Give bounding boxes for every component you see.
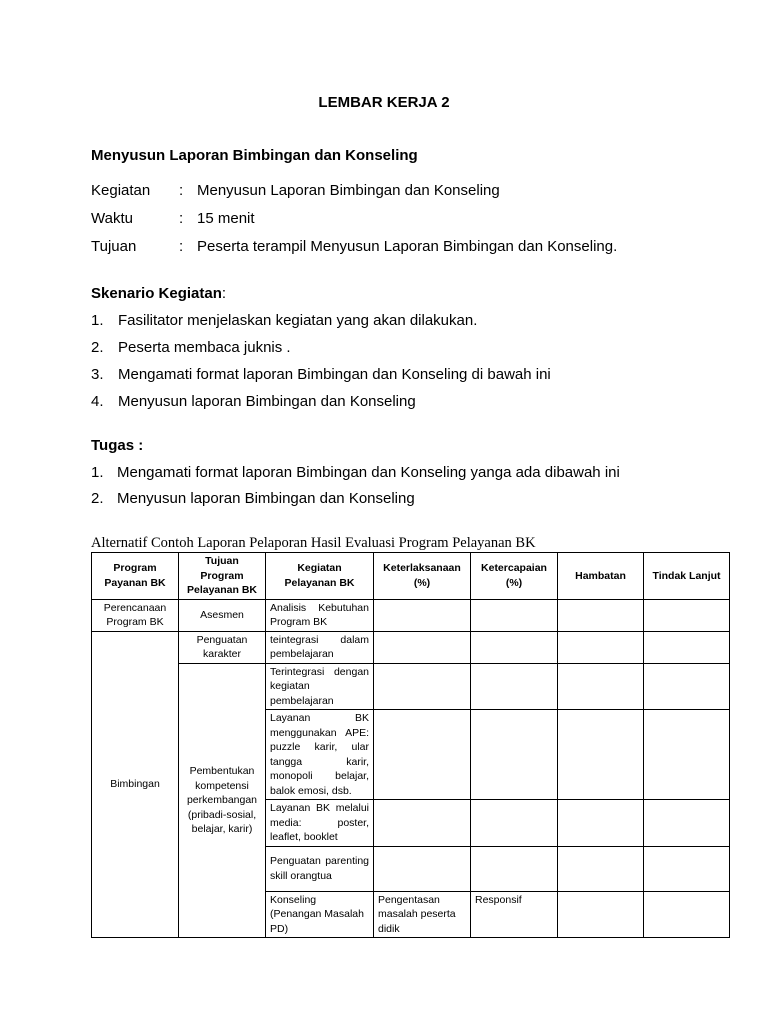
worksheet-subtitle: Menyusun Laporan Bimbingan dan Konseling bbox=[91, 147, 418, 164]
kegiatan-cell: Responsif bbox=[471, 891, 558, 938]
program-cell: Konseling (Penangan Masalah PD) bbox=[266, 891, 374, 938]
ketercapaian-cell[interactable] bbox=[471, 710, 558, 800]
kegiatan-cell: Terintegrasi dengan kegiatan pembelajaran bbox=[266, 663, 374, 710]
tujuan-cell: Pengentasan masalah peserta didik bbox=[374, 891, 471, 938]
info-label: Waktu bbox=[91, 210, 133, 227]
evaluation-report-table bbox=[91, 552, 730, 938]
header-tujuan: Tujuan Program Pelayanan BK bbox=[179, 553, 266, 600]
skenario-heading-text: Skenario Kegiatan bbox=[91, 285, 222, 302]
header-hambatan: Hambatan bbox=[558, 553, 644, 600]
tujuan-cell: Penguatan karakter bbox=[179, 631, 266, 663]
info-value: Peserta terampil Menyusun Laporan Bimbingan dan Konseling. bbox=[197, 238, 618, 255]
hambatan-cell[interactable] bbox=[558, 599, 644, 631]
kegiatan-cell: Penguatan parenting skill orangtua bbox=[266, 846, 374, 891]
table-row bbox=[92, 599, 730, 631]
keterlaksanaan-cell[interactable] bbox=[374, 710, 471, 800]
tindak-lanjut-cell[interactable] bbox=[644, 631, 730, 663]
table-row bbox=[92, 663, 730, 710]
list-number: 1. bbox=[91, 464, 104, 481]
program-cell: Perencanaan Program BK bbox=[92, 599, 179, 631]
header-program: Program Payanan BK bbox=[92, 553, 179, 600]
ketercapaian-cell[interactable] bbox=[471, 631, 558, 663]
keterlaksanaan-cell[interactable] bbox=[374, 800, 471, 847]
keterlaksanaan-cell[interactable] bbox=[558, 891, 644, 938]
hambatan-cell[interactable] bbox=[558, 663, 644, 710]
skenario-heading-colon: : bbox=[221, 285, 227, 302]
table-row bbox=[92, 631, 730, 663]
tindak-lanjut-cell[interactable] bbox=[644, 663, 730, 710]
list-text: Menyusun laporan Bimbingan dan Konseling bbox=[117, 490, 415, 507]
list-text: Mengamati format laporan Bimbingan dan Konseling di bawah ini bbox=[118, 366, 551, 383]
header-tindak-lanjut: Tindak Lanjut bbox=[644, 553, 730, 600]
info-colon: : bbox=[179, 182, 184, 199]
list-text: Peserta membaca juknis . bbox=[118, 339, 291, 356]
header-keterlaksanaan: Keterlaksanaan (%) bbox=[374, 553, 471, 600]
kegiatan-cell: Layanan BK melalui media: poster, leaflet, booklet bbox=[266, 800, 374, 847]
info-row-tujuan bbox=[91, 238, 711, 258]
tindak-lanjut-cell[interactable] bbox=[644, 599, 730, 631]
info-value: Menyusun Laporan Bimbingan dan Konseling bbox=[197, 182, 500, 199]
keterlaksanaan-cell[interactable] bbox=[374, 631, 471, 663]
info-row-kegiatan bbox=[91, 182, 711, 202]
info-label: Kegiatan bbox=[91, 182, 151, 199]
ketercapaian-cell[interactable] bbox=[471, 599, 558, 631]
header-ketercapaian: Ketercapaian (%) bbox=[471, 553, 558, 600]
list-number: 3. bbox=[91, 366, 104, 383]
kegiatan-cell: Analisis Kebutuhan Program BK bbox=[266, 599, 374, 631]
list-text: Fasilitator menjelaskan kegiatan yang akan dilakukan. bbox=[118, 312, 478, 329]
tugas-heading: Tugas : bbox=[91, 437, 144, 454]
table-caption: Alternatif Contoh Laporan Pelaporan Hasil Evaluasi Program Pelayanan BK bbox=[91, 535, 536, 551]
ketercapaian-cell[interactable] bbox=[644, 891, 730, 938]
tindak-lanjut-cell[interactable] bbox=[644, 800, 730, 847]
info-colon: : bbox=[179, 210, 184, 227]
header-kegiatan: Kegiatan Pelayanan BK bbox=[266, 553, 374, 600]
page-title: LEMBAR KERJA 2 bbox=[318, 94, 450, 111]
list-text: Menyusun laporan Bimbingan dan Konseling bbox=[118, 393, 416, 410]
info-label: Tujuan bbox=[91, 238, 137, 255]
tindak-lanjut-cell[interactable] bbox=[644, 710, 730, 800]
hambatan-cell[interactable] bbox=[558, 846, 644, 891]
info-value: 15 menit bbox=[197, 210, 255, 227]
ketercapaian-cell[interactable] bbox=[471, 800, 558, 847]
list-number: 1. bbox=[91, 312, 104, 329]
ketercapaian-cell[interactable] bbox=[471, 663, 558, 710]
list-text: Mengamati format laporan Bimbingan dan Konseling yanga ada dibawah ini bbox=[117, 464, 620, 481]
skenario-heading bbox=[91, 285, 226, 302]
tindak-lanjut-cell[interactable] bbox=[644, 846, 730, 891]
keterlaksanaan-cell[interactable] bbox=[374, 846, 471, 891]
program-cell: Bimbingan bbox=[92, 631, 179, 938]
keterlaksanaan-cell[interactable] bbox=[374, 599, 471, 631]
tujuan-cell: Asesmen bbox=[179, 599, 266, 631]
hambatan-cell[interactable] bbox=[558, 800, 644, 847]
kegiatan-cell: teintegrasi dalam pembelajaran bbox=[266, 631, 374, 663]
ketercapaian-cell[interactable] bbox=[471, 846, 558, 891]
list-number: 2. bbox=[91, 339, 104, 356]
hambatan-cell[interactable] bbox=[558, 710, 644, 800]
hambatan-cell[interactable] bbox=[558, 631, 644, 663]
keterlaksanaan-cell[interactable] bbox=[374, 663, 471, 710]
kegiatan-cell: Layanan BK menggunakan APE: puzzle karir, ular tangga karir, monopoli belajar, balok emosi, dsb. bbox=[266, 710, 374, 800]
info-row-waktu bbox=[91, 210, 711, 230]
list-number: 2. bbox=[91, 490, 104, 507]
info-colon: : bbox=[179, 238, 184, 255]
tujuan-cell: Pembentukan kompetensi perkembangan (pribadi-sosial, belajar, karir) bbox=[179, 663, 266, 938]
list-number: 4. bbox=[91, 393, 104, 410]
table-header-row bbox=[92, 553, 730, 600]
